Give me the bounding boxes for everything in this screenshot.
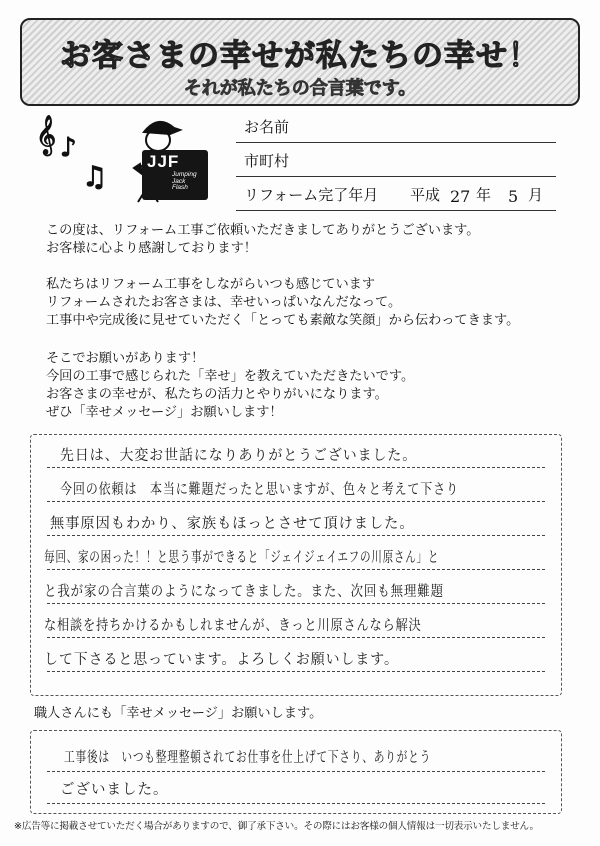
company-logo: [142, 150, 208, 200]
banner-title: お客さまの幸せが私たちの幸せ！: [60, 38, 540, 74]
message-line: ぜひ「幸せメッセージ」お願いします！: [46, 405, 283, 420]
reform-label: リフォーム完了年月: [244, 186, 379, 204]
message-line: この度は、リフォーム工事ご依頼いただきましてありがとうございます。: [46, 223, 480, 238]
logo-text: JJF: [147, 152, 180, 171]
handwritten-line: 毎回、家の困った！！と思う事ができると「ジェイジェイエフの川原さん」と: [44, 550, 440, 566]
staff-message-box[interactable]: [30, 730, 562, 814]
music-note-icon: [36, 115, 107, 193]
staff-message-label: 職人さんにも「幸せメッセージ」お願いします。: [34, 706, 323, 721]
era-label: 平成: [410, 186, 441, 204]
svg-text:♫: ♫: [82, 160, 108, 193]
handwritten-line: 無事原因もわかり、家族もほっとさせて頂けました。: [50, 516, 415, 532]
message-line: 今回の工事で感じられた「幸せ」を教えていただきたいです。: [46, 369, 415, 384]
intro-paragraph: [46, 222, 479, 258]
handwritten-line: な相談を持ちかけるかもしれませんが、きっと川原さんなら解決: [44, 618, 422, 634]
name-label: お名前: [244, 118, 290, 136]
year-value: 27: [450, 187, 471, 206]
ruled-line: [47, 671, 545, 672]
ruled-line: [47, 603, 545, 604]
city-field[interactable]: [236, 142, 556, 177]
message-line: そこでお願いがあります！: [46, 351, 205, 366]
tagline-line: Jumping: [172, 171, 197, 178]
handwritten-line: 工事後は いつも整理整頓されてお仕事を仕上げて下さり、ありがとう: [64, 750, 432, 766]
ruled-line: [47, 467, 545, 468]
logo-tagline: [172, 172, 197, 192]
city-label: 市町村: [244, 152, 290, 170]
message-line: お客さまの幸せが、私たちの活力とやりがいになります。: [46, 387, 388, 402]
banner-subtitle: それが私たちの合言葉です。: [183, 78, 417, 99]
message-line: リフォームされたお客さまは、幸せいっぱいなんだなって。: [46, 295, 402, 310]
ruled-line: [47, 501, 545, 502]
month-value: 5: [508, 187, 519, 206]
privacy-footnote: ※広告等に掲載させていただく場合がありますので、御了承下さい。その際にはお客様の個人情報は一切表示いたしません。: [14, 821, 539, 832]
ruled-line: [47, 803, 545, 804]
name-field[interactable]: [236, 108, 556, 143]
handwritten-line: 先日は、大変お世話になりありがとうございました。: [60, 448, 418, 464]
handwritten-line: 今回の依頼は 本当に難題だったと思いますが、色々と考えて下さり: [60, 482, 459, 498]
ruled-line: [47, 771, 545, 772]
handwritten-line: して下さると思っています。よろしくお願いします。: [44, 652, 399, 668]
header-banner: [20, 18, 580, 106]
ruled-line: [47, 637, 545, 638]
message-line: 私たちはリフォーム工事をしながらいつも感じています: [46, 277, 376, 292]
feeling-paragraph: [46, 276, 519, 330]
ruled-line: [47, 569, 545, 570]
completion-date-field[interactable]: [236, 176, 556, 211]
message-line: お客様に心より感謝しております！: [46, 241, 257, 256]
handwritten-line: と我が家の合言葉のようになってきました。また、次回も無理難題: [44, 584, 444, 600]
svg-text:♪: ♪: [60, 133, 77, 163]
year-unit: 年: [476, 186, 492, 204]
ruled-line: [47, 535, 545, 536]
handwritten-line: ございました。: [60, 782, 169, 798]
tagline-line: Flash: [172, 184, 188, 191]
tagline-line: Jack: [172, 177, 186, 185]
request-paragraph: [46, 350, 414, 422]
month-unit: 月: [528, 186, 544, 204]
message-line: 工事中や完成後に見せていただく「とっても素敵な笑顔」から伝わってきます。: [46, 313, 520, 328]
svg-text:𝄞: 𝄞: [36, 115, 57, 155]
